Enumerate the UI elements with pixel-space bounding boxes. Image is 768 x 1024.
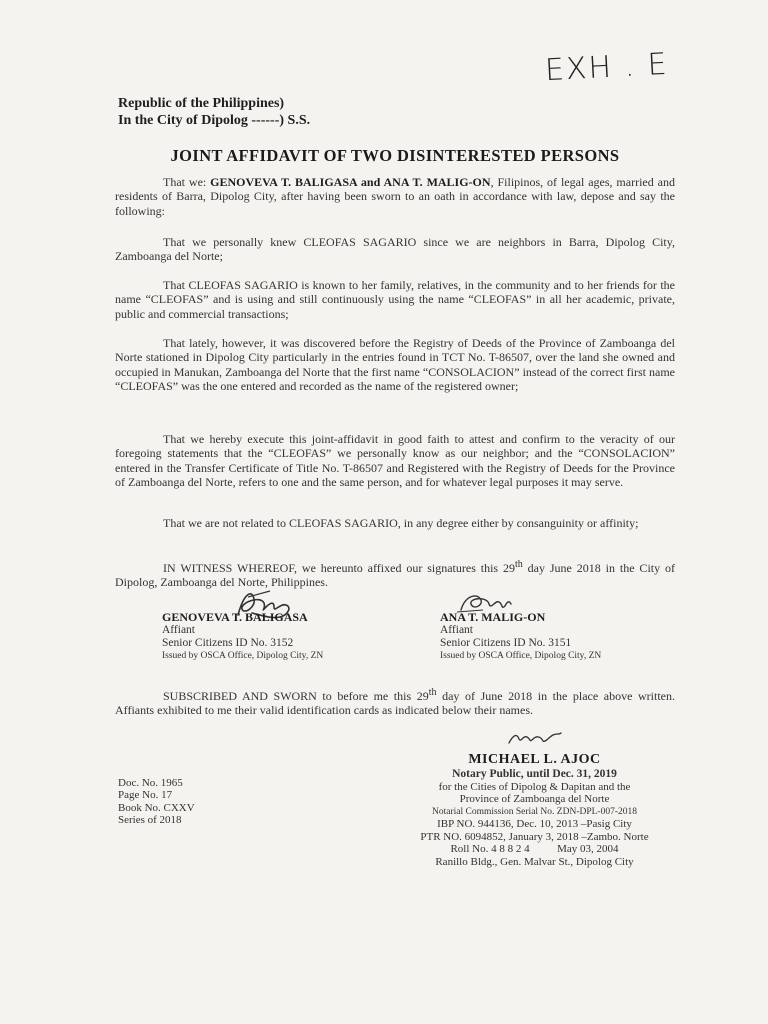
exhibit-mark: EXH . E (544, 46, 670, 89)
notary-ptr: PTR NO. 6094852, January 3, 2018 –Zambo. Norte (420, 830, 649, 843)
paragraph-known-as (115, 278, 675, 321)
paragraph-witness-rest: day June 2018 in the City of Dipolog, Zamboanga del Norte, Philippines. (115, 561, 675, 590)
page-number: Page No. 17 (118, 789, 173, 802)
series: Series of 2018 (118, 814, 182, 827)
affiant-1-block (162, 611, 323, 663)
notary-block (362, 752, 707, 868)
paragraph-discovered-text: That lately, however, it was discovered before the Registry of Deeds of the Province of Zamboanga del Norte stationed in Dipolog City particularly in the entries found in TCT No. T-86507, over the land she owned and occupied in Manukan, Zamboanga del Norte that the first name “CONSOLACION” instead of the correct first name “CLEOFAS” was the one entered and recorded as the name of the registered owner; (115, 336, 675, 394)
paragraph-attest-text: That we hereby execute this joint-affidavit in good faith to attest and confirm to the veracity of our foregoing statements that the “CLEOFAS” we personally know as our neighbor; and the “CONSOLACION” entered in the Transfer Certificate of Title No. T-86507 and Registered with the Registry of Deeds for the Province of Zamboanga del Norte, refers to one and the same person, and for whatever legal purposes it may serve. (115, 432, 675, 490)
document-title: JOINT AFFIDAVIT OF TWO DISINTERESTED PERSONS (170, 146, 620, 165)
paragraph-subscribed-rest: day of June 2018 in the place above written. Affiants exhibited to me their valid identification cards as indicated below their names. (115, 689, 675, 718)
notary-name: MICHAEL L. AJOC (468, 752, 601, 767)
affiant-1-issued: Issued by OSCA Office, Dipolog City, ZN (162, 651, 324, 661)
signature-notary (505, 725, 565, 749)
notary-line-1: for the Cities of Dipolog & Dapitan and the (438, 780, 631, 793)
notary-commission: Notarial Commission Serial No. ZDN-DPL-007-2018 (431, 806, 638, 817)
affiant-2-name: ANA T. MALIG-ON (440, 610, 546, 624)
affiant-1-id: Senior Citizens ID No. 3152 (162, 637, 294, 649)
paragraph-subscribed-lead: SUBSCRIBED AND SWORN to before me this 29 (163, 689, 429, 703)
paragraph-subscribed (115, 686, 675, 718)
paragraph-affiants (115, 175, 675, 218)
doc-number: Doc. No. 1965 (118, 777, 183, 789)
affiant-2-issued: Issued by OSCA Office, Dipolog City, ZN (440, 651, 602, 661)
venue-line-2: In the City of Dipolog ------) S.S. (118, 113, 311, 128)
doc-info-block (118, 777, 195, 827)
paragraph-attest (115, 432, 675, 490)
affiant-2-block (440, 611, 601, 663)
paragraph-subscribed-sup: th (428, 687, 437, 698)
paragraph-witness (115, 558, 675, 590)
paragraph-discovered (115, 336, 675, 394)
venue-block (118, 95, 310, 129)
affiant-1-name: GENOVEVA T. BALIGASA (162, 610, 308, 624)
paragraph-not-related-text: That we are not related to CLEOFAS SAGARIO, in any degree either by consanguinity or affinity; (163, 516, 639, 530)
paragraph-affiants-lead: That we: (163, 175, 211, 189)
notary-ibp: IBP NO. 944136, Dec. 10, 2013 –Pasig City (437, 818, 632, 830)
paragraph-witness-lead: IN WITNESS WHEREOF, we hereunto affixed our signatures this 29 (163, 561, 515, 575)
paragraph-witness-sup: th (515, 559, 523, 570)
notary-roll: Roll No. 4 8 8 2 4 May 03, 2004 (450, 843, 619, 855)
affiant-names: GENOVEVA T. BALIGASA and ANA T. MALIG-ON (210, 175, 491, 189)
paragraph-knew-text: That we personally knew CLEOFAS SAGARIO since we are neighbors in Barra, Dipolog City, Zamboanga del Norte; (115, 235, 675, 264)
venue-line-1: Republic of the Philippines) (118, 96, 285, 111)
paragraph-known-as-text: That CLEOFAS SAGARIO is known to her family, relatives, in the community and to her friends for the name “CLEOFAS” and is using and still continuously using the name “CLEOFAS” in all her academic, private, public and commercial transactions; (115, 278, 675, 321)
affiant-2-id: Senior Citizens ID No. 3151 (440, 637, 572, 649)
paragraph-affiants-rest: , Filipinos, of legal ages, married and residents of Barra, Dipolog City, after having been sworn to an oath in accordance with law, depose and say the following: (115, 175, 675, 218)
book-number: Book No. CXXV (118, 801, 195, 814)
notary-line-2: Province of Zamboanga del Norte (459, 793, 610, 805)
paragraph-not-related (115, 516, 675, 530)
paragraph-knew (115, 235, 675, 264)
notary-address: Ranillo Bldg., Gen. Malvar St., Dipolog City (435, 855, 634, 868)
notary-title: Notary Public, until Dec. 31, 2019 (452, 768, 617, 780)
affiant-1-role: Affiant (162, 624, 196, 636)
affiant-2-role: Affiant (440, 624, 474, 636)
